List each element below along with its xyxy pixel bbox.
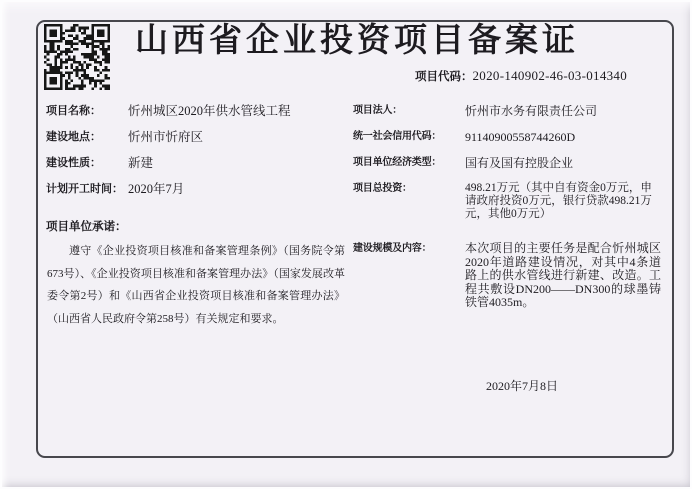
field-row-project-name: [46, 104, 291, 118]
field-value: 忻州城区2020年供水管线工程: [128, 104, 291, 118]
field-label: 计划开工时间：: [46, 183, 123, 195]
field-label: 建设性质：: [46, 157, 101, 169]
field-value: 91140900558744260D: [465, 130, 576, 144]
field-label: 统一社会信用代码：: [353, 131, 442, 142]
field-row-construction-site: [46, 130, 203, 144]
field-row-construction-nature: [46, 156, 153, 170]
field-row-legal-person: [353, 104, 597, 118]
field-value: 498.21万元（其中自有资金0万元，申请政府投资0万元，银行贷款498.21万元，其他0万元）: [465, 182, 652, 220]
field-value: 忻州市水务有限责任公司: [465, 104, 598, 118]
field-label: 项目名称：: [46, 105, 101, 117]
field-row-economic-type: [353, 156, 573, 170]
field-row-total-investment: [353, 182, 663, 221]
field-row-construction-scale: [353, 242, 661, 310]
field-value: 本次项目的主要任务是配合忻州城区2020年道路建设情况，对其中4条道路上的供水管线进行新建、改造。工程共敷设DN200——DN300的球墨铸铁管4035m。: [465, 241, 661, 309]
field-row-planned-start-date: [46, 182, 184, 196]
field-label: 项目法人：: [353, 105, 402, 116]
commitment-text: 遵守《企业投资项目核准和备案管理条例》（国务院令第673号）、《企业投资项目核准和备案管理办法》（国家发展改革委令第2号）和《山西省企业投资项目核准和备案管理办法》（山西省人民政府令第258号）有关规定和要求。: [47, 245, 345, 325]
project-code: [415, 67, 627, 85]
field-label: 项目总投资：: [353, 183, 412, 194]
certificate-title: 山西省企业投资项目备案证: [135, 23, 579, 59]
project-code-value: 2020-140902-46-03-014340: [472, 68, 628, 83]
field-label: 建设地点：: [46, 131, 101, 143]
field-label: 项目单位经济类型：: [353, 157, 442, 168]
project-code-label: 项目代码：: [415, 71, 473, 83]
field-value: 2020年7月: [128, 182, 185, 196]
field-label: 建设规模及内容：: [353, 243, 432, 254]
field-value: 忻州市忻府区: [128, 130, 204, 144]
field-row-credit-code: [353, 130, 575, 144]
certificate-border: [36, 20, 674, 458]
field-value: 国有及国有控股企业: [465, 156, 574, 170]
commitment-label: 项目单位承诺：: [46, 221, 127, 233]
field-value: 新建: [128, 156, 154, 170]
issue-date: 2020年7月8日: [486, 379, 559, 393]
